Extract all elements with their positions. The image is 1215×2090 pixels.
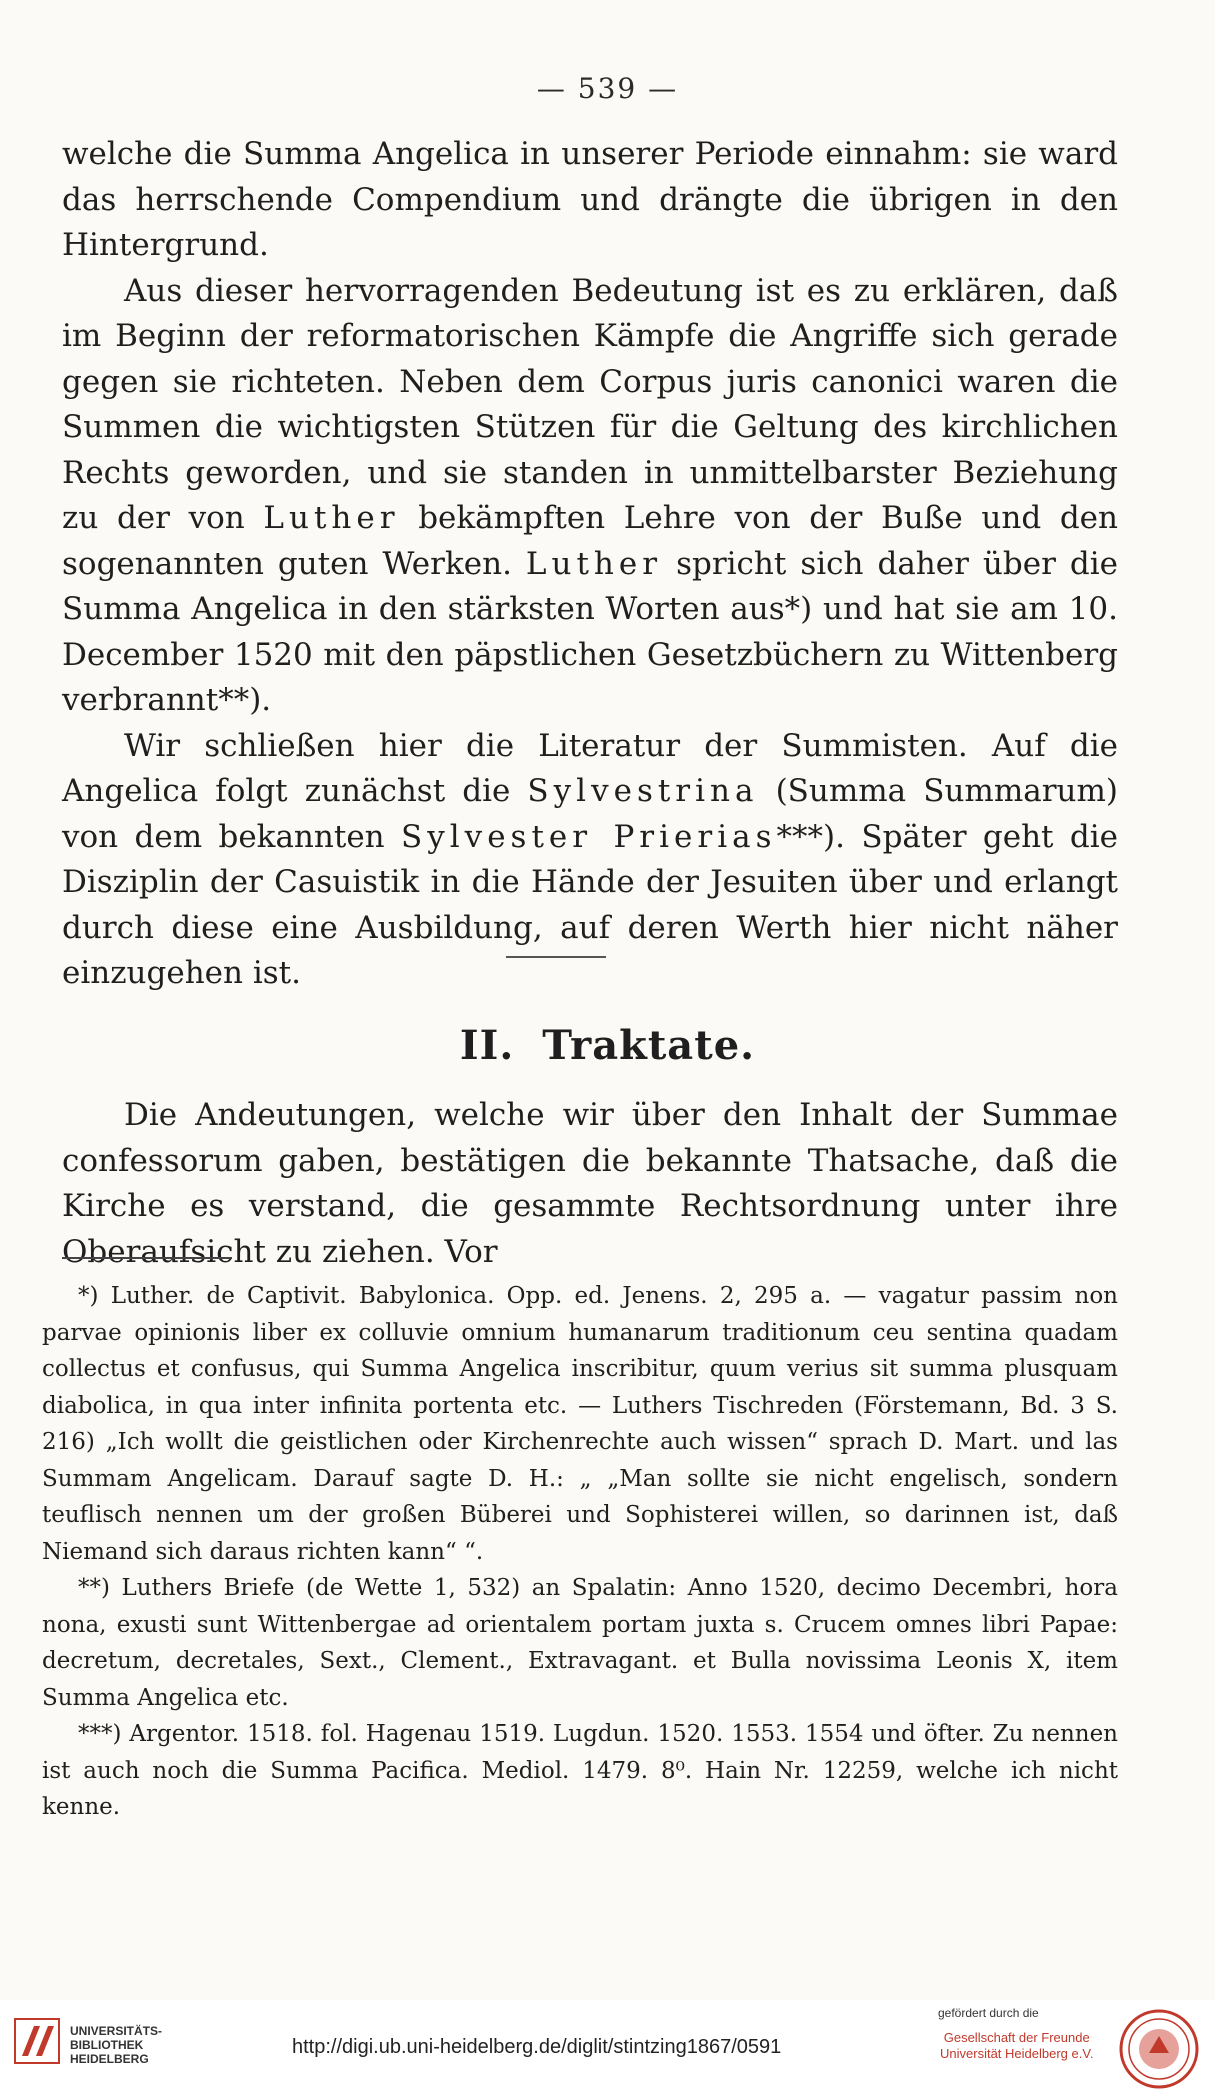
library-name-line-3: HEIDELBERG bbox=[70, 2052, 149, 2066]
footnote-1: *) Luther. de Captivit. Babylonica. Opp. ed. Jenens. 2, 295 a. — vagatur passim non parvae opinionis liber ex colluvie omnium humanarum traditionum ceu sentina quadam collectus et confusus, qui Summa Angelica inscribitur, quum verius sit summa plusquam diabolica, in qua inter infinita portenta etc. — Luthers Tischreden (Förstemann, Bd. 3 S. 216) „Ich wollt die geistlichen oder Kirchenrechte auch wissen“ sprach D. Mart. und las Summam Angelicam. Darauf sagte D. H.: „ „Man sollte sie nicht engelisch, sondern teuflisch nennen um der großen Büberei und Sophisterei willen, so darinnen ist, daß Niemand sich daraus richten kann“ “. bbox=[42, 1283, 1118, 1565]
section-text bbox=[62, 1093, 1118, 1275]
library-footer bbox=[0, 2000, 1215, 2090]
university-seal-icon bbox=[1118, 2008, 1200, 2090]
prierias-name: Sylvester Prierias bbox=[401, 818, 777, 855]
sponsor-label: gefördert durch die bbox=[938, 2006, 1039, 2020]
paragraph-2-part-c: spricht sich daher über die Summa Angelica in den stärksten Worten aus*) und hat sie am 10. December 1520 mit den päpstlichen Gesetzbüchern zu Wittenberg verbrannt**). bbox=[62, 545, 1118, 718]
sponsor-line-1: Gesellschaft der Freunde bbox=[943, 2030, 1090, 2045]
section-number: II. bbox=[459, 1022, 515, 1069]
luther-name: Luther bbox=[525, 545, 663, 582]
library-name bbox=[70, 2024, 162, 2066]
paragraph-3-part-c: ***). Später geht die Disziplin der Casuistik in die Hände der Jesuiten über und erlangt durch diese eine Ausbildung, auf deren Werth hier nicht näher einzugehen ist. bbox=[62, 818, 1118, 991]
section-title: Traktate. bbox=[542, 1022, 756, 1069]
footnote-3: ***) Argentor. 1518. fol. Hagenau 1519. Lugdun. 1520. 1553. 1554 und öfter. Zu nennen ist auch noch die Summa Pacifica. Mediol. 1479. 8⁰. Hain Nr. 12259, welche ich nicht kenne. bbox=[42, 1721, 1118, 1820]
footnote-rule bbox=[62, 1257, 232, 1259]
footnotes bbox=[42, 1278, 1118, 1826]
library-name-line-2: BIBLIOTHEK bbox=[70, 2038, 144, 2052]
permalink-url[interactable]: http://digi.ub.uni-heidelberg.de/diglit/stintzing1867/0591 bbox=[292, 2036, 782, 2058]
paragraph-2-part-b: bekämpften Lehre von der Buße und den sogenannten guten Werken. bbox=[62, 500, 1118, 582]
luther-name: Luther bbox=[263, 500, 400, 536]
paragraph-2-part-a: Aus dieser hervorragenden Bedeutung ist es zu erklären, daß im Beginn der reformatorischen Kämpfe die Angriffe sich gerade gegen sie richteten. Neben dem Corpus juris canonici waren die Summen die wichtigsten Stützen für die Geltung des kirchlichen Rechts geworden, und sie standen in unmittelbarster Beziehung zu der von bbox=[62, 272, 1118, 536]
paragraph-3-part-a: Wir schließen hier die Literatur der Summisten. Auf die Angelica folgt zunächst die bbox=[62, 727, 1118, 809]
section-separator bbox=[506, 956, 606, 958]
library-logo-icon bbox=[14, 2018, 60, 2064]
library-name-line-1: UNIVERSITÄTS- bbox=[70, 2024, 163, 2038]
body-text bbox=[62, 132, 1118, 997]
paragraph-1: welche die Summa Angelica in unserer Periode einnahm: sie ward das herrschende Compendium und drängte die übrigen in den Hintergrund. bbox=[62, 136, 1118, 263]
page-number: — 539 — bbox=[536, 72, 679, 105]
section-heading bbox=[0, 1022, 1215, 1069]
paragraph-3-part-b: (Summa Summarum) von dem bekannten bbox=[62, 773, 1118, 855]
sylvestrina-name: Sylvestrina bbox=[527, 773, 759, 809]
sponsor-line-2: Universität Heidelberg e.V. bbox=[940, 2046, 1094, 2061]
footnote-2: **) Luthers Briefe (de Wette 1, 532) an Spalatin: Anno 1520, decimo Decembri, hora nona, exusti sunt Wittenbergae ad orientalem portam juxta s. Crucem omnes libri Papae: decretum, decretales, Sext., Clement., Extravagant. et Bulla novissima Leonis X, item Summa Angelica etc. bbox=[42, 1575, 1118, 1711]
section-paragraph-1: Die Andeutungen, welche wir über den Inhalt der Summae confessorum gaben, bestätigen die bekannte Thatsache, daß die Kirche es verstand, die gesammte Rechtsordnung unter ihre Oberaufsicht zu ziehen. Vor bbox=[62, 1097, 1118, 1270]
paragraph-2 bbox=[62, 269, 1118, 724]
sponsor-organization bbox=[940, 2030, 1093, 2062]
